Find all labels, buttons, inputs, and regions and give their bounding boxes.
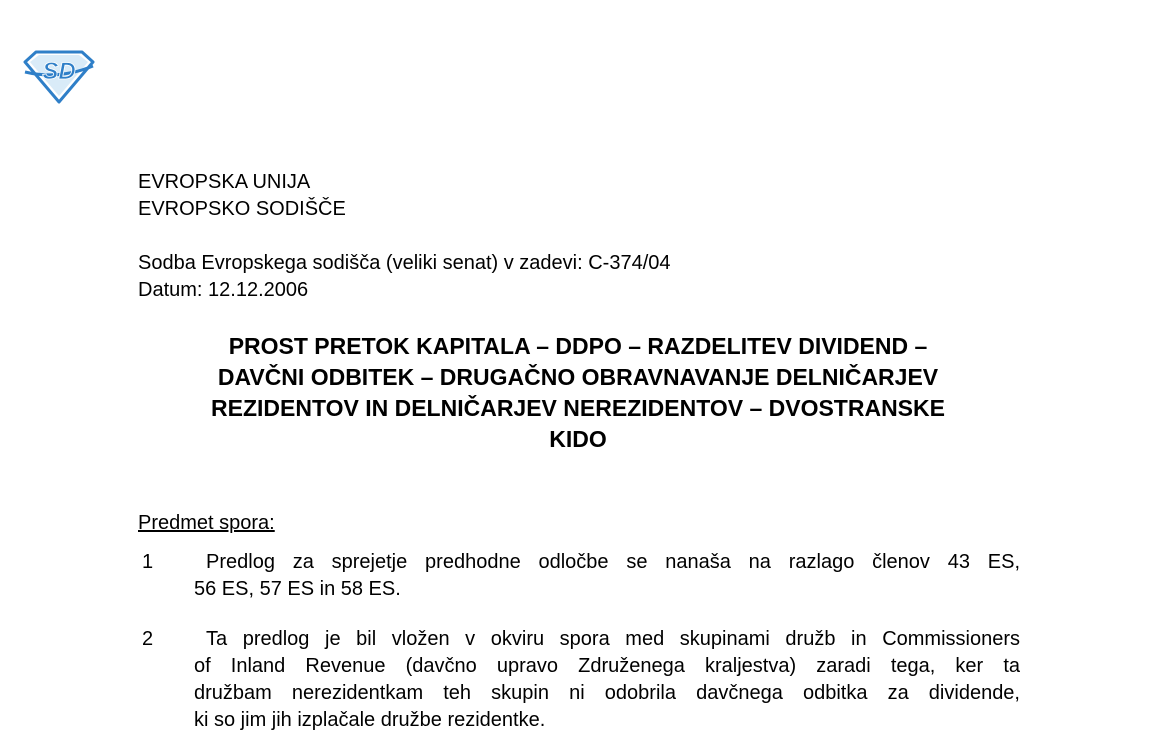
paragraph-line: ki so jim jih izplačale družbe rezidentke. bbox=[194, 709, 546, 731]
paragraph-number: 1 bbox=[142, 551, 154, 573]
case-date: Datum: 12.12.2006 bbox=[138, 279, 309, 301]
heading-line: KIDO bbox=[549, 426, 607, 452]
header-line-eu: EVROPSKA UNIJA bbox=[138, 171, 311, 193]
paragraph-text: of Inland Revenue (davčno upravo Združenega kraljestva) zaradi tega, ker ta bbox=[194, 655, 1020, 677]
heading-line: PROST PRETOK KAPITALA – DDPO – RAZDELITEV DIVIDEND – bbox=[228, 333, 928, 359]
paragraph-line: 56 ES, 57 ES in 58 ES. bbox=[194, 578, 401, 600]
case-reference: Sodba Evropskega sodišča (veliki senat) v zadevi: C-374/04 bbox=[138, 252, 671, 274]
paragraph-line bbox=[194, 653, 1020, 679]
paragraph-text: Ta predlog je bil vložen v okviru spora med skupinami družb in Commissioners bbox=[206, 628, 1020, 650]
paragraph-line bbox=[206, 626, 1020, 652]
paragraph-line bbox=[194, 680, 1020, 706]
paragraph-text: družbam nerezidentkam teh skupin ni odobrila davčnega odbitka za dividende, bbox=[194, 682, 1020, 704]
section-title: Predmet spora: bbox=[138, 512, 275, 534]
heading-line: DAVČNI ODBITEK – DRUGAČNO OBRAVNAVANJE DELNIČARJEV bbox=[217, 364, 939, 390]
document-heading bbox=[138, 331, 1018, 455]
header-line-court: EVROPSKO SODIŠČE bbox=[138, 198, 346, 220]
paragraph-line bbox=[206, 549, 1020, 575]
sd-logo bbox=[22, 48, 96, 104]
paragraph-text: Predlog za sprejetje predhodne odločbe se nanaša na razlago členov 43 ES, bbox=[206, 551, 1020, 573]
heading-line: REZIDENTOV IN DELNIČARJEV NEREZIDENTOV – DVOSTRANSKE bbox=[211, 395, 945, 421]
logo-text: SD bbox=[42, 58, 76, 85]
paragraph-number: 2 bbox=[142, 628, 154, 650]
sd-shield-icon bbox=[22, 48, 96, 104]
